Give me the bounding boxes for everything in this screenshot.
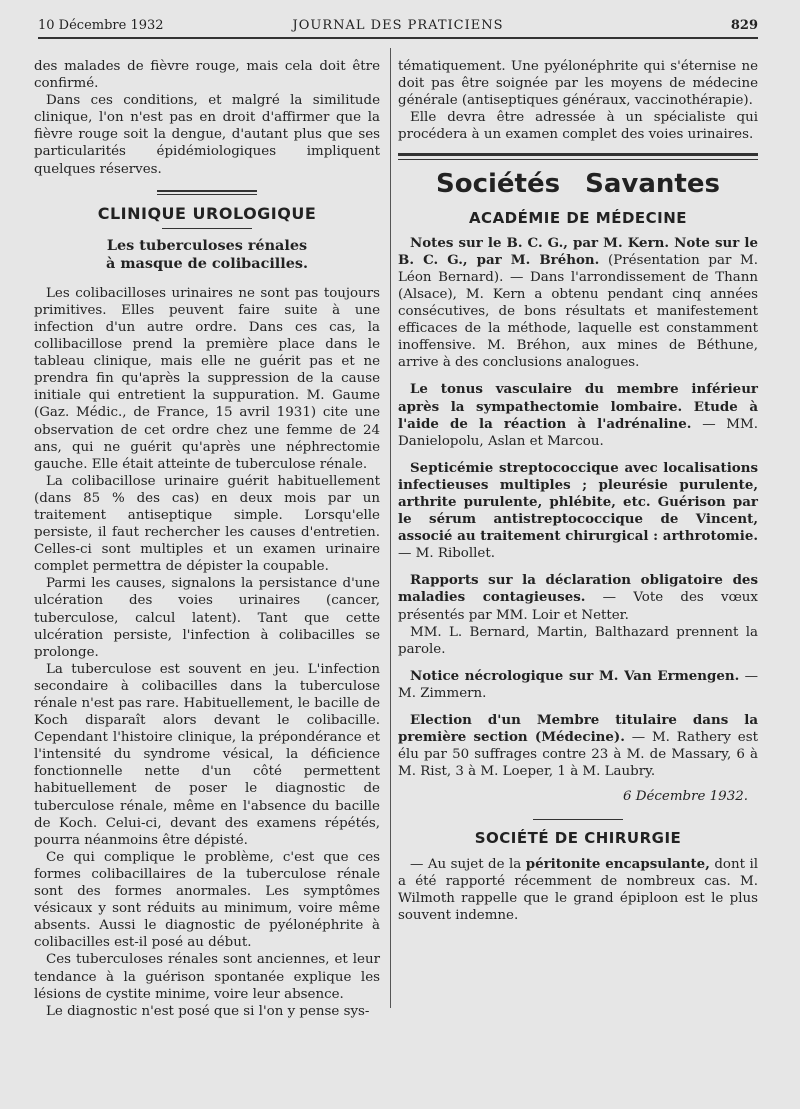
left-column <box>34 58 380 1020</box>
report-heading: Notes sur le B. C. G., par M. Kern. Note sur le B. C. G., par M. Bréhon. <box>398 234 758 268</box>
paragraph: Le diagnostic n'est posé que si l'on y pense sys- <box>46 1003 370 1019</box>
report-body: — M. Zimmern. <box>398 668 758 701</box>
paragraph: Dans ces conditions, et malgré la similitude clinique, l'on n'est pas en droit d'affirmer que la fièvre rouge soit la dengue, d'autant plus que ses particularités épidémiologiques impliquent quelques réserves. <box>34 93 380 177</box>
journal-title: JOURNAL DES PRATICIENS <box>292 18 504 33</box>
page-number: 829 <box>730 18 758 33</box>
report-body: dont il a été rapporté récemment de nombreux cas. M. Wilmoth rappelle que le grand épiploon est le plus souvent indemne. <box>398 856 759 923</box>
report-body: — Au sujet de la <box>410 856 526 872</box>
report-body: — M. Ribollet. <box>398 546 495 562</box>
paragraph: La tuberculose est souvent en jeu. L'infection secondaire à colibacilles dans la tuberculose rénale n'est pas rare. Habituellement, le bacille de Koch disparaît alors devant le colibacille. Cependant l'histoire clinique, la prépondérance et l'intensité du syndrome vésical, la déficience fonctionnelle nette d'un côté permettent habituellement de poser le diagnostic de tuberculose rénale, même en l'absence du bacille de Koch. Celui-ci, devant des examens répétés, pourra néanmoins être dépisté. <box>34 661 380 848</box>
section-rule <box>398 153 758 160</box>
report-item <box>398 460 758 563</box>
paragraph: La colibacillose urinaire guérit habituellement (dans 85 % des cas) en deux mois par un traitement antiseptique simple. Lorsqu'elle persiste, il faut rechercher les causes d'entretien. Celles-ci sont multiples et un examen urinaire complet permettra de dépister la coupable. <box>34 473 380 575</box>
report-heading: Election d'un Membre titulaire dans la première section (Médecine). <box>398 712 758 746</box>
section-title: CLINIQUE UROLOGIQUE <box>97 203 317 223</box>
report-item <box>398 712 758 780</box>
article-title <box>34 237 380 273</box>
report-body: — M. Rathery est élu par 50 suffrages contre 23 à M. de Massary, 6 à M. Rist, 3 à M. Loeper, 1 à M. Laubry. <box>398 730 758 780</box>
paragraph: Ces tuberculoses rénales sont anciennes, et leur tendance à la guérison spontanée explique les lésions de cystite minime, voire leur absence. <box>34 952 380 1002</box>
paragraph: tématiquement. Une pyélonéphrite qui s'éternise ne doit pas être soignée par les moyens de médecine générale (antiseptiques généraux, vaccinothérapie). <box>398 59 758 109</box>
report-item <box>398 668 758 702</box>
report-body: — Vote des vœux présentés par MM. Loir et Netter. <box>398 590 758 623</box>
report-item: MM. L. Bernard, Martin, Balthazard prennent la parole. <box>398 624 758 657</box>
header-date: 10 Décembre 1932 <box>38 18 164 33</box>
paragraph: Ce qui complique le problème, c'est que ces formes colibacillaires de la tuberculose rénale sont des formes anormales. Les symptômes vésicaux y sont réduits au minimum, voire même absents. Aussi le diagnostic de pyélonéphrite à colibacilles est-il posé au début. <box>34 849 380 951</box>
report-body: (Présentation par M. Léon Bernard). — Dans l'arrondissement de Thann (Alsace), M. Kern a obtenu pendant cinq années consécutives, de bons résultats et manifestement efficaces de la méthode, laquelle est constamment inoffensive. M. Bréhon, aux mines de Béthune, arrive à des conclusions analogues. <box>398 252 758 371</box>
article-title-line: Les tuberculoses rénales <box>106 236 308 254</box>
surgery-title: SOCIÉTÉ DE CHIRURGIE <box>474 829 682 848</box>
academy-title: ACADÉMIE DE MÉDECINE <box>468 208 688 227</box>
paragraph: Les colibacilloses urinaires ne sont pas toujours primitives. Elles peuvent faire suite à une infection d'un autre ordre. Dans ces cas, la collibacillose prend la première place dans le tableau clinique, mais elle ne guérit pas et ne prendra fin qu'après la suppression de la cause initiale qui entretient la suppuration. M. Gaume (Gaz. Médic., de France, 15 avril 1931) cite une observation de cet ordre chez une femme de 24 ans, qui ne guérit qu'après une néphrectomie gauche. Elle était atteinte de tuberculose rénale. <box>34 285 380 472</box>
paragraph: Parmi les causes, signalons la persistance d'une ulcération des voies urinaires (cancer, tuberculose, calcul latent). Tant que cette ulcération persiste, l'infection à colibacilles se prolonge. <box>34 576 380 660</box>
column-divider <box>390 48 391 1008</box>
section-rule <box>533 819 623 820</box>
report-item <box>398 235 758 372</box>
date-signature: 6 Décembre 1932. <box>622 789 748 805</box>
title-rule <box>162 228 252 229</box>
paragraph: Elle devra être adressée à un spécialiste qui procédera à un examen complet des voies urinaires. <box>398 110 758 143</box>
report-heading: Le tonus vasculaire du membre inférieur après la sympathectomie lombaire. Etude à l'aide de la réaction à l'adrénaline. <box>398 381 758 432</box>
report-item <box>398 572 758 623</box>
report-item <box>398 856 758 924</box>
societies-title: Sociétés Savantes <box>436 169 720 200</box>
section-rule <box>157 190 257 195</box>
report-item <box>398 381 758 449</box>
paragraph: des malades de fièvre rouge, mais cela doit être confirmé. <box>34 59 380 92</box>
report-heading: Rapports sur la déclaration obligatoire des maladies contagieuses. <box>398 572 758 606</box>
right-column <box>398 58 758 924</box>
report-body: — MM. Danielopolu, Aslan et Marcou. <box>398 416 758 449</box>
report-heading: Notice nécrologique sur M. Van Ermengen. <box>410 667 740 684</box>
article-title-line: à masque de colibacilles. <box>105 254 309 272</box>
report-heading: péritonite encapsulante, <box>525 855 710 872</box>
report-heading: Septicémie streptococcique avec localisations infectieuses multiples ; pleurésie purulente, arthrite purulente, phlébite, etc. Guérison par le sérum antistreptococcique de Vincent, associé au traitement chirurgical : arthrotomie. <box>398 459 758 545</box>
header-rule <box>38 37 758 39</box>
